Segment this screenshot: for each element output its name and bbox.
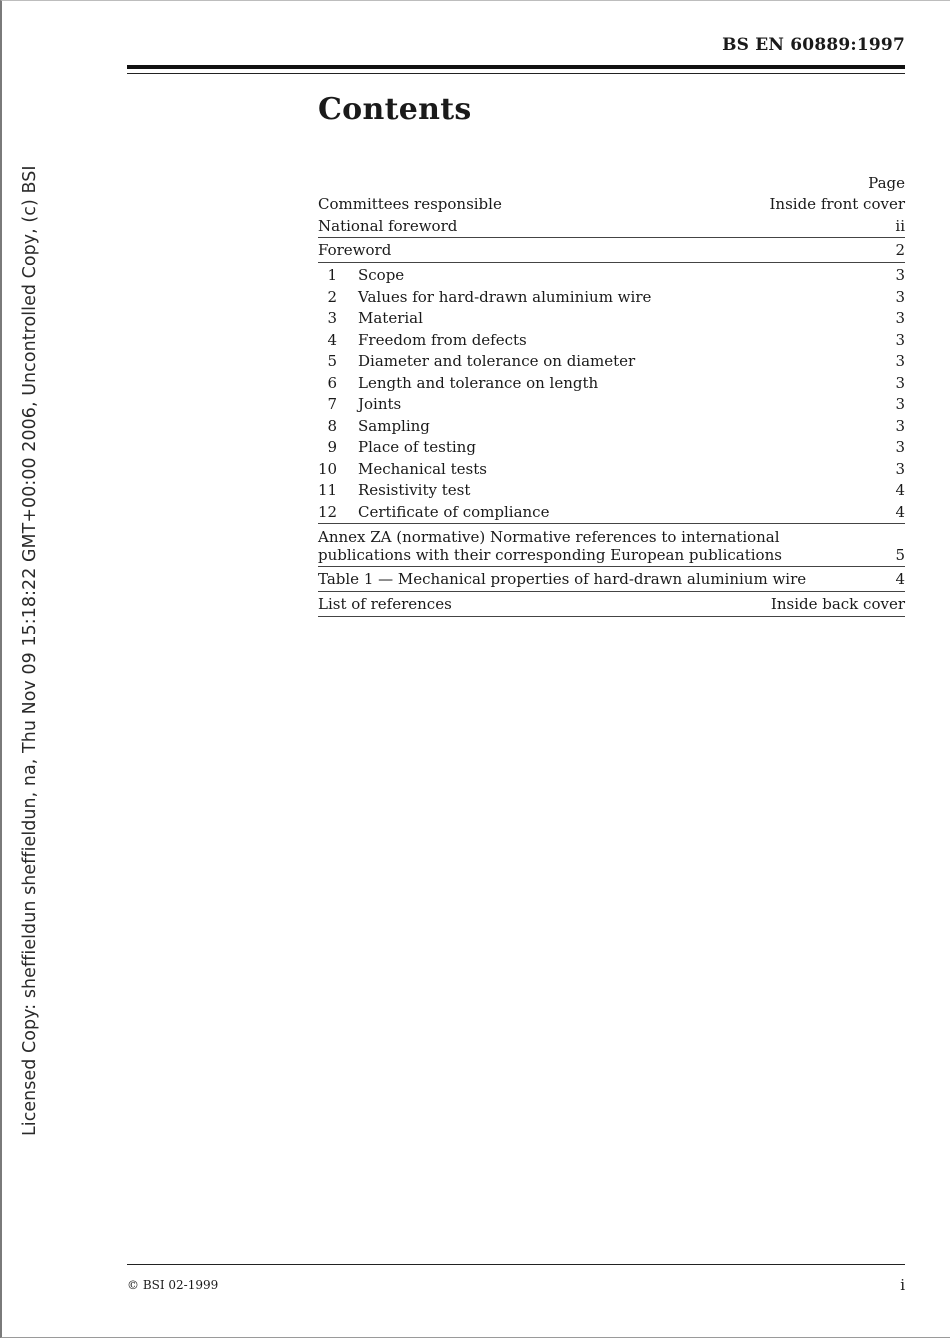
clause-number: 12	[318, 502, 338, 521]
clause-number: 9	[327, 438, 337, 456]
toc-entry-clause[interactable]	[318, 373, 905, 395]
toc-entry-label: List of references	[318, 595, 452, 613]
toc-entry-clause[interactable]	[318, 308, 905, 330]
header-rule-thin	[127, 73, 905, 74]
toc-entry-clause[interactable]	[318, 394, 905, 416]
toc-entry-page: 3	[895, 309, 905, 327]
toc-entry-label: Sampling	[358, 416, 430, 435]
toc-entry-page: 3	[895, 373, 905, 392]
toc-entry-label: Length and tolerance on length	[358, 373, 599, 392]
toc-entry-label: Certificate of compliance	[358, 502, 550, 521]
clause-number: 7	[327, 395, 337, 413]
toc-entry-committees[interactable]	[318, 194, 905, 216]
toc-entry-label: Committees responsible	[318, 195, 502, 213]
toc-entry-page: 3	[895, 438, 905, 456]
toc-entry-clause[interactable]	[318, 437, 905, 459]
toc-entry-table-1[interactable]	[318, 567, 905, 592]
toc-entry-foreword[interactable]	[318, 238, 905, 263]
document-reference: BS EN 60889:1997	[722, 35, 905, 55]
toc-entry-page: 5	[895, 546, 905, 564]
page-title: Contents	[318, 92, 472, 127]
toc-entry-clause[interactable]	[318, 287, 905, 309]
toc-entry-label: Resistivity test	[358, 481, 471, 499]
clause-number: 4	[327, 330, 337, 349]
toc-entry-page: 3	[895, 266, 905, 284]
toc-entry-clause[interactable]	[318, 480, 905, 502]
toc-entry-left	[318, 265, 404, 287]
toc-entry-label: Table 1 — Mechanical properties of hard-drawn aluminium wire	[318, 570, 807, 588]
toc-entry-page: 3	[895, 395, 905, 413]
toc-entry-clause[interactable]	[318, 351, 905, 373]
footer-rule	[127, 1264, 905, 1265]
toc-entry-label: Mechanical tests	[358, 459, 487, 478]
toc-entry-left	[318, 330, 527, 352]
clause-number: 11	[318, 481, 338, 499]
toc-entry-page: Inside back cover	[770, 595, 905, 613]
header-rule-thick	[127, 65, 905, 69]
clause-number: 8	[327, 416, 337, 435]
toc-entry-left	[318, 437, 476, 459]
clause-number: 5	[327, 352, 337, 370]
toc-entry-national-foreword[interactable]	[318, 216, 905, 239]
toc-entry-label: Joints	[358, 395, 402, 413]
toc-entry-label: Freedom from defects	[358, 330, 527, 349]
toc-entry-left	[318, 287, 651, 309]
toc-entry-left	[318, 373, 598, 395]
toc-entry-left	[318, 459, 487, 481]
toc-entry-label: Foreword	[318, 241, 392, 259]
table-of-contents	[318, 172, 905, 617]
toc-entry-label: National foreword	[318, 216, 458, 235]
page-column-heading: Page	[868, 174, 905, 192]
clause-number: 6	[327, 373, 337, 392]
toc-entry-left	[318, 308, 423, 330]
toc-entry-label-line2: publications with their corresponding European publications	[318, 546, 782, 564]
toc-entry-left	[318, 351, 635, 373]
copyright-notice: © BSI 02-1999	[127, 1278, 219, 1292]
license-watermark: Licensed Copy: sheffieldun sheffieldun, na, Thu Nov 09 15:18:22 GMT+00:00 2006, Uncontrolled Copy, (c) BSI	[20, 165, 40, 1136]
clause-list	[318, 263, 905, 523]
toc-entry-page: 3	[895, 287, 905, 306]
toc-entry-clause[interactable]	[318, 502, 905, 524]
toc-entry-page: 3	[895, 459, 905, 478]
clause-number: 10	[318, 459, 338, 478]
page-number: i	[900, 1276, 905, 1294]
clause-number: 2	[327, 287, 337, 306]
toc-entry-clause[interactable]	[318, 416, 905, 438]
toc-entry-page: 3	[895, 330, 905, 349]
toc-entry-left	[318, 480, 470, 502]
toc-entry-annex-za[interactable]	[318, 523, 905, 567]
toc-entry-left	[318, 394, 401, 416]
toc-entry-label-line1: Annex ZA (normative) Normative references to international	[318, 528, 780, 546]
toc-entry-label: Values for hard-drawn aluminium wire	[358, 287, 652, 306]
toc-entry-page: 3	[895, 416, 905, 435]
toc-entry-page: 3	[895, 352, 905, 370]
toc-entry-page: Inside front cover	[769, 195, 905, 213]
toc-entry-page: 4	[895, 502, 905, 521]
toc-entry-label: Diameter and tolerance on diameter	[358, 352, 636, 370]
clause-number: 3	[327, 309, 337, 327]
toc-entry-clause[interactable]	[318, 330, 905, 352]
toc-entry-label: Scope	[358, 266, 405, 284]
toc-entry-left	[318, 416, 430, 438]
toc-entry-label: Place of testing	[358, 438, 476, 456]
toc-entry-clause[interactable]	[318, 265, 905, 287]
toc-entry-page: 4	[895, 481, 905, 499]
toc-entry-page: 2	[895, 241, 905, 259]
toc-entry-label: Material	[358, 309, 423, 327]
toc-entry-page: ii	[895, 216, 905, 235]
toc-entry-clause[interactable]	[318, 459, 905, 481]
toc-entry-references[interactable]	[318, 592, 905, 617]
toc-entry-left	[318, 502, 549, 524]
toc-entry-page: 4	[895, 570, 905, 588]
clause-number: 1	[327, 266, 337, 284]
